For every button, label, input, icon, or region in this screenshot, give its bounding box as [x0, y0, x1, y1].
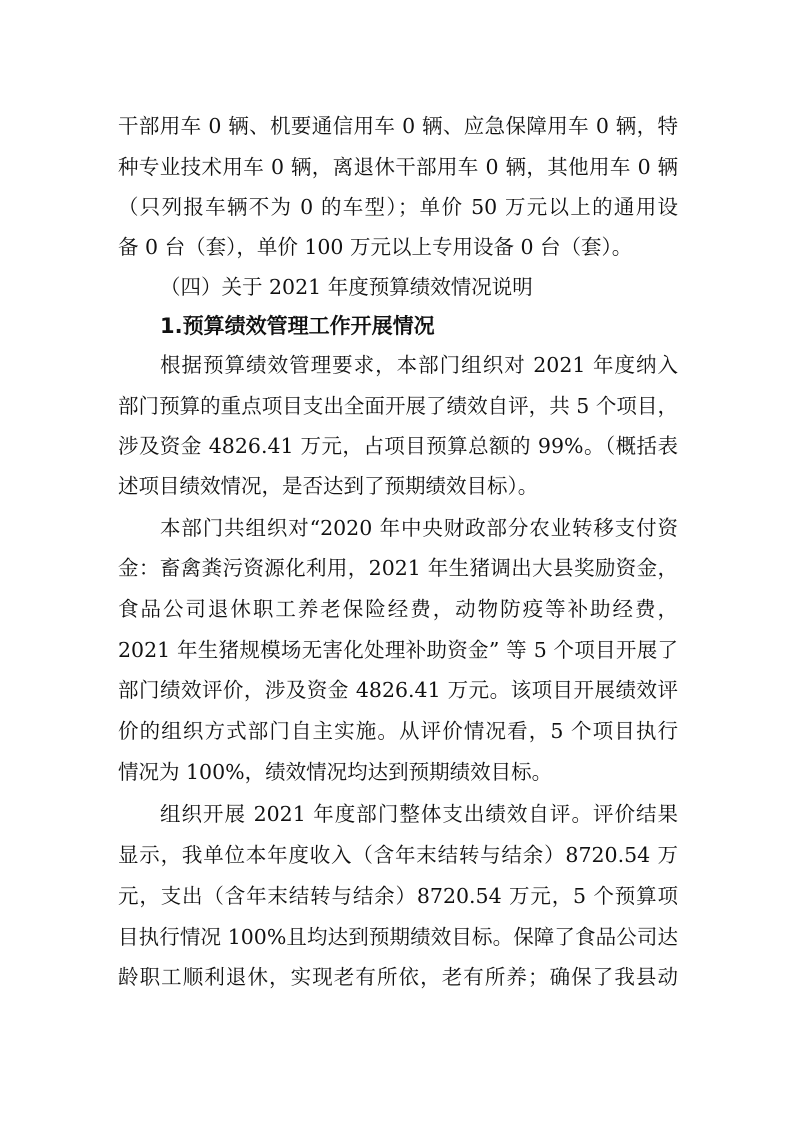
paragraph-line: 根据预算绩效管理要求，本部门组织对 2021 年度纳入: [160, 353, 678, 377]
paragraph-line: 涉及资金 4826.41 万元，占项目预算总额的 99%。（概括表: [118, 434, 678, 458]
paragraph-line: 述项目绩效情况，是否达到了预期绩效目标）。: [118, 474, 539, 498]
paragraph-line: 金：畜禽粪污资源化利用，2021 年生猪调出大县奖励资金，: [118, 556, 678, 580]
paragraph-line: 2021 年生猪规模场无害化处理补助资金” 等 5 个项目开展了: [118, 638, 678, 662]
paragraph-line: 情况为 100%，绩效情况均达到预期绩效目标。: [118, 760, 553, 784]
paragraph-line: 龄职工顺利退休，实现老有所依，老有所养；确保了我县动: [118, 965, 678, 989]
paragraph-line: （只列报车辆不为 0 的车型）；单价 50 万元以上的通用设: [118, 195, 678, 219]
paragraph-line: 价的组织方式部门自主实施。从评价情况看，5 个项目执行: [118, 719, 678, 743]
paragraph-line: 部门绩效评价，涉及资金 4826.41 万元。该项目开展绩效评: [118, 678, 678, 702]
paragraph-line: 部门预算的重点项目支出全面开展了绩效自评，共 5 个项目，: [118, 394, 678, 418]
paragraph-line: 目执行情况 100%且均达到预期绩效目标。保障了食品公司达: [118, 925, 678, 949]
subsection-heading: 1.预算绩效管理工作开展情况: [160, 314, 435, 338]
paragraph-line: 组织开展 2021 年度部门整体支出绩效自评。评价结果: [160, 802, 678, 826]
paragraph-line: 种专业技术用车 0 辆，离退休干部用车 0 辆，其他用车 0 辆: [118, 155, 678, 179]
paragraph-line: 备 0 台（套），单价 100 万元以上专用设备 0 台（套）。: [118, 235, 633, 259]
paragraph-line: 食品公司退休职工养老保险经费，动物防疫等补助经费，: [118, 597, 678, 621]
paragraph-line: 干部用车 0 辆、机要通信用车 0 辆、应急保障用车 0 辆，特: [118, 114, 678, 138]
paragraph-line: 显示，我单位本年度收入（含年末结转与结余）8720.54 万: [118, 843, 678, 867]
section-heading: （四）关于 2021 年度预算绩效情况说明: [160, 275, 533, 299]
paragraph-line: 本部门共组织对“2020 年中央财政部分农业转移支付资: [160, 516, 678, 540]
paragraph-line: 元，支出（含年末结转与结余）8720.54 万元，5 个预算项: [118, 884, 678, 908]
